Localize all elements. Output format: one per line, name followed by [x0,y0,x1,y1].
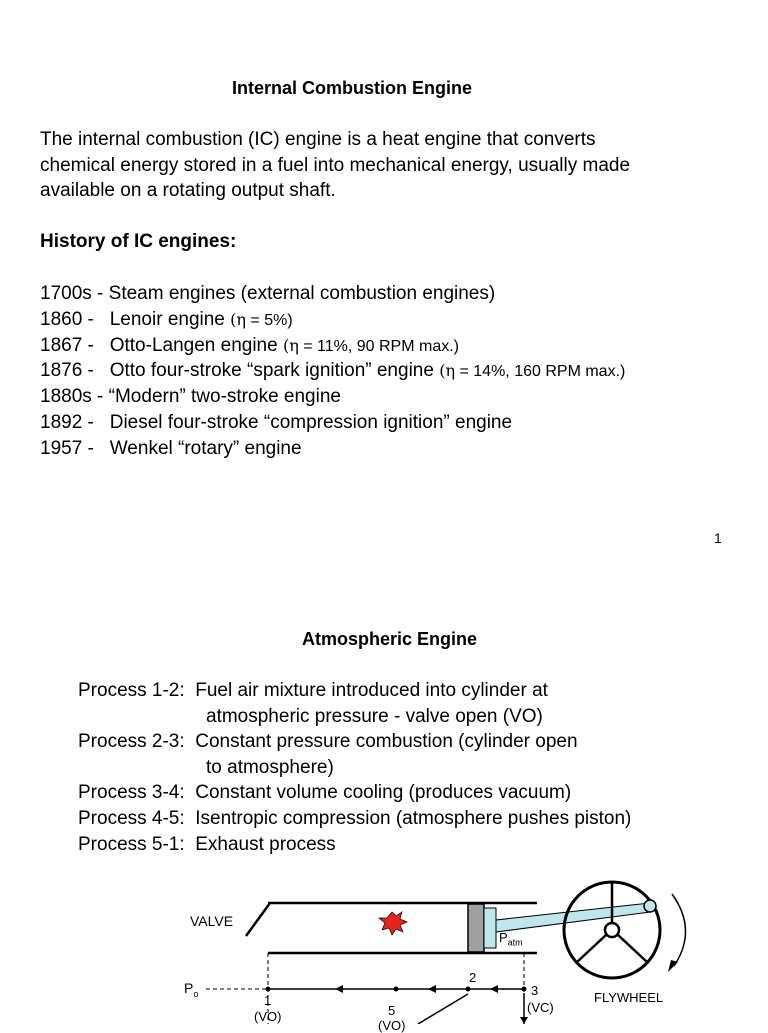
point-1-label: 1 [264,993,272,1008]
crank-pin-icon [644,900,656,912]
history-text: “Modern” two-stroke engine [108,386,341,408]
piston-icon [468,904,484,952]
point-5-note: (VO) [378,1018,406,1033]
history-note: = 14%, 160 RPM max.) [455,363,626,381]
process-text: to atmosphere) [206,756,334,778]
history-text: Steam engines (external combustion engines) [108,283,496,304]
history-year: 1880s - [40,386,104,408]
point-5-label: 5 [388,1003,396,1018]
intro-line: The internal combustion (IC) engine is a heat engine that converts [40,129,596,150]
connecting-rod-icon [496,903,650,932]
history-year: 1867 - [40,334,94,356]
process-text: Constant volume cooling (produces vacuum) [195,782,572,804]
process-list [78,678,631,857]
process-text: Constant pressure combustion (cylinder open [195,731,578,753]
history-text: Otto four-stroke “spark ignition” engine [109,360,440,382]
history-item [40,410,625,436]
history-item [40,384,625,410]
eta-symbol: (η [282,335,299,355]
process-text: Exhaust process [195,833,336,855]
p-o-label: $P_o$ [184,980,199,999]
process-text: Fuel air mixture introduced into cylinder at [195,680,548,701]
process-item [78,755,631,781]
process-text: Isentropic compression (atmosphere pushes piston) [195,807,632,829]
history-text: Diesel four-stroke “compression ignition” engine [109,411,513,433]
flywheel-hub-icon [605,923,619,937]
history-year: 1892 - [40,411,94,433]
history-item [40,333,625,359]
process-item [78,678,631,704]
piston-head-icon [484,908,496,948]
process-item [78,806,631,832]
p-atm-label: $P_{atm}$ [499,930,523,948]
process-label: Process 3-4: [78,782,185,804]
history-year: 1876 - [40,360,94,382]
history-item [40,436,625,462]
history-text: Wenkel “rotary” engine [109,437,302,459]
intro-line: chemical energy stored in a fuel into mechanical energy, usually made [40,154,631,176]
point-3-note: (VC) [527,1000,554,1015]
history-list [40,281,625,462]
valve-label: VALVE [190,913,234,929]
section-title: Atmospheric Engine [302,629,478,649]
flywheel-label: FLYWHEEL [594,990,664,1005]
process-label: Process 2-3: [78,731,185,753]
history-heading: History of IC engines: [40,231,237,252]
rotation-arrow-icon [672,894,686,966]
history-item [40,281,625,307]
page-title: Internal Combustion Engine [232,78,473,98]
history-item [40,307,625,333]
history-note: = 5%) [245,311,293,329]
page-number: 1 [714,530,722,546]
process-item [78,729,631,755]
history-year: 1700s - [40,283,104,304]
process-item [78,704,631,730]
history-year: 1957 - [40,437,94,459]
point-1-note: (VO) [254,1009,282,1024]
process-label: Process 1-2: [78,680,185,701]
history-text: Otto-Langen engine [109,334,283,356]
history-item [40,358,625,384]
explosion-icon [379,912,407,935]
intro-paragraph [40,127,630,204]
history-text: Lenoir engine [109,308,231,330]
history-note: = 11%, 90 RPM max.) [298,337,459,355]
point-2-label: 2 [469,970,477,985]
process-label: Process 4-5: [78,807,185,829]
valve-icon [246,903,270,936]
eta-symbol: (η [439,361,456,381]
history-year: 1860 - [40,308,94,330]
eta-symbol: (η [230,309,246,329]
process-item [78,780,631,806]
process-label: Process 5-1: [78,833,185,855]
process-text: atmospheric pressure - valve open (VO) [206,705,543,727]
process-item [78,832,631,858]
intro-line: available on a rotating output shaft. [40,180,336,201]
point-3-label: 3 [531,983,539,998]
